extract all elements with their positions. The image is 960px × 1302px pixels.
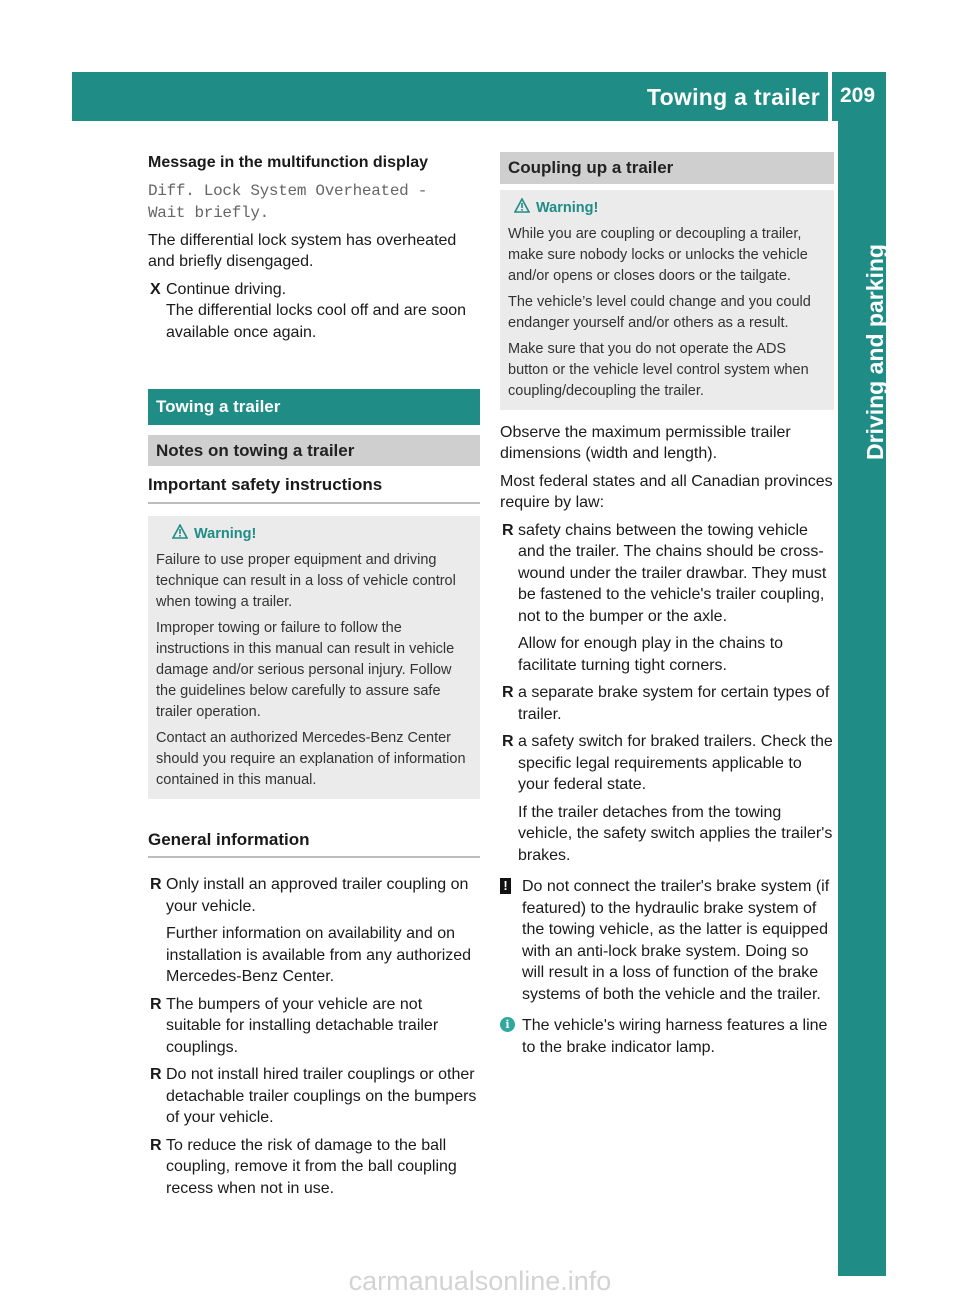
list-item-text: Do not install hired trailer couplings or other detachable trailer couplings on the bumpers of your vehicle. [166,1066,477,1126]
warning-box [148,516,480,799]
action-arrow-icon: X [150,280,161,298]
section-title: Towing a trailer [148,389,480,425]
list-item-note: Allow for enough play in the chains to facilitate turning tight corners. [518,635,784,674]
warning-paragraph: Contact an authorized Mercedes-Benz Center should you require an explanation of information contained in this manual. [156,729,466,788]
warning-paragraph: Failure to use proper equipment and driving technique can result in a loss of vehicle control when towing a trailer. [156,551,456,610]
list-item-note: Further information on availability and on installation is available from any authorized Mercedes-Benz Center. [166,925,472,985]
caution-note [500,876,834,1005]
heading-general-information: General information [148,821,480,859]
warning-header [156,524,472,546]
header-separator [828,72,832,121]
body-paragraph: Most federal states and all Canadian provinces require by law: [500,472,833,511]
bullet-mark: R [150,876,162,893]
warning-label: Warning! [536,200,599,216]
warning-box [500,190,834,410]
list-item [500,731,834,866]
warning-triangle-icon [172,524,188,546]
info-text: The vehicle's wiring harness features a line to the brake indicator lamp. [522,1017,828,1056]
warning-label: Warning! [194,526,257,542]
warning-paragraph: While you are coupling or decoupling a trailer, make sure nobody locks or unlocks the vehicle and/or opens or closes doors or the tailgate. [508,225,808,284]
bullet-mark: R [150,1066,162,1083]
subsection-title: Notes on towing a trailer [148,435,480,467]
list-item-text: safety chains between the towing vehicle and the trailer. The chains should be cross-wound under the trailer drawbar. They must be fastened to the vehicle's trailer coupling, not to the bumper or the axle. [518,521,827,625]
msg-heading: Message in the multifunction display [148,154,429,171]
warning-paragraph: Make sure that you do not operate the ADS button or the vehicle level control system when coupling/decoupling the trailer. [508,340,809,399]
bullet-mark: R [150,1136,162,1154]
right-column [500,152,834,1068]
subsection-title-coupling: Coupling up a trailer [500,152,834,184]
body-paragraph: Observe the maximum permissible trailer dimensions (width and length). [500,423,791,462]
bullet-mark: R [502,521,514,539]
action-step-text: Continue driving. [166,280,287,298]
warning-paragraph: Improper towing or failure to follow the instructions in this manual can result in vehicle damage and/or serious personal injury. Follow the guidelines below carefully to assure safe trailer operation. [156,619,455,720]
list-item-text: The bumpers of your vehicle are not suitable for installing detachable trailer couplings. [166,995,439,1056]
left-column [148,152,480,1205]
display-message-line-1: Diff. Lock System Overheated - [148,181,428,200]
info-note [500,1015,834,1058]
warning-paragraph: The vehicle’s level could change and you could endanger yourself and/or others as a result. [508,293,811,331]
page-header-title: Towing a trailer [646,84,820,110]
list-item [148,1135,480,1200]
bullet-mark: R [502,684,514,701]
action-step-result: The differential locks cool off and are soon available once again. [166,302,467,341]
list-item [148,994,480,1059]
list-item-text: Only install an approved trailer coupling on your vehicle. [166,876,469,915]
list-item-text: a separate brake system for certain types of trailer. [518,684,830,723]
display-message-line-2: Wait briefly. [148,203,269,222]
list-item [148,874,480,988]
warning-header [508,198,826,220]
action-step [148,279,480,344]
watermark: carmanualsonline.info [348,1266,612,1296]
list-item [148,1064,480,1129]
list-item [500,682,834,725]
chapter-side-label: Driving and parking [862,244,888,460]
exclamation-icon: ! [500,878,511,894]
list-item-text: a safety switch for braked trailers. Check the specific legal requirements applicable to your federal state. [518,733,833,793]
bullet-mark: R [150,995,162,1013]
bullet-mark: R [502,733,514,750]
list-item-note: If the trailer detaches from the towing vehicle, the safety switch applies the trailer's brakes. [518,803,833,864]
list-item-text: To reduce the risk of damage to the ball coupling, remove it from the ball coupling recess when not in use. [166,1136,457,1197]
warning-triangle-icon [514,198,530,220]
page-number: 209 [840,84,876,107]
caution-text: Do not connect the trailer's brake system (if featured) to the hydraulic brake system of the towing vehicle, as the latter is equipped with an anti-lock brake system. Doing so will result in a loss of function of the brake systems of both the vehicle and the trailer. [522,878,830,1003]
info-icon: i [500,1017,515,1032]
heading-safety-instructions: Important safety instructions [148,466,480,504]
msg-explanation: The differential lock system has overheated and briefly disengaged. [148,231,457,270]
list-item [500,520,834,677]
